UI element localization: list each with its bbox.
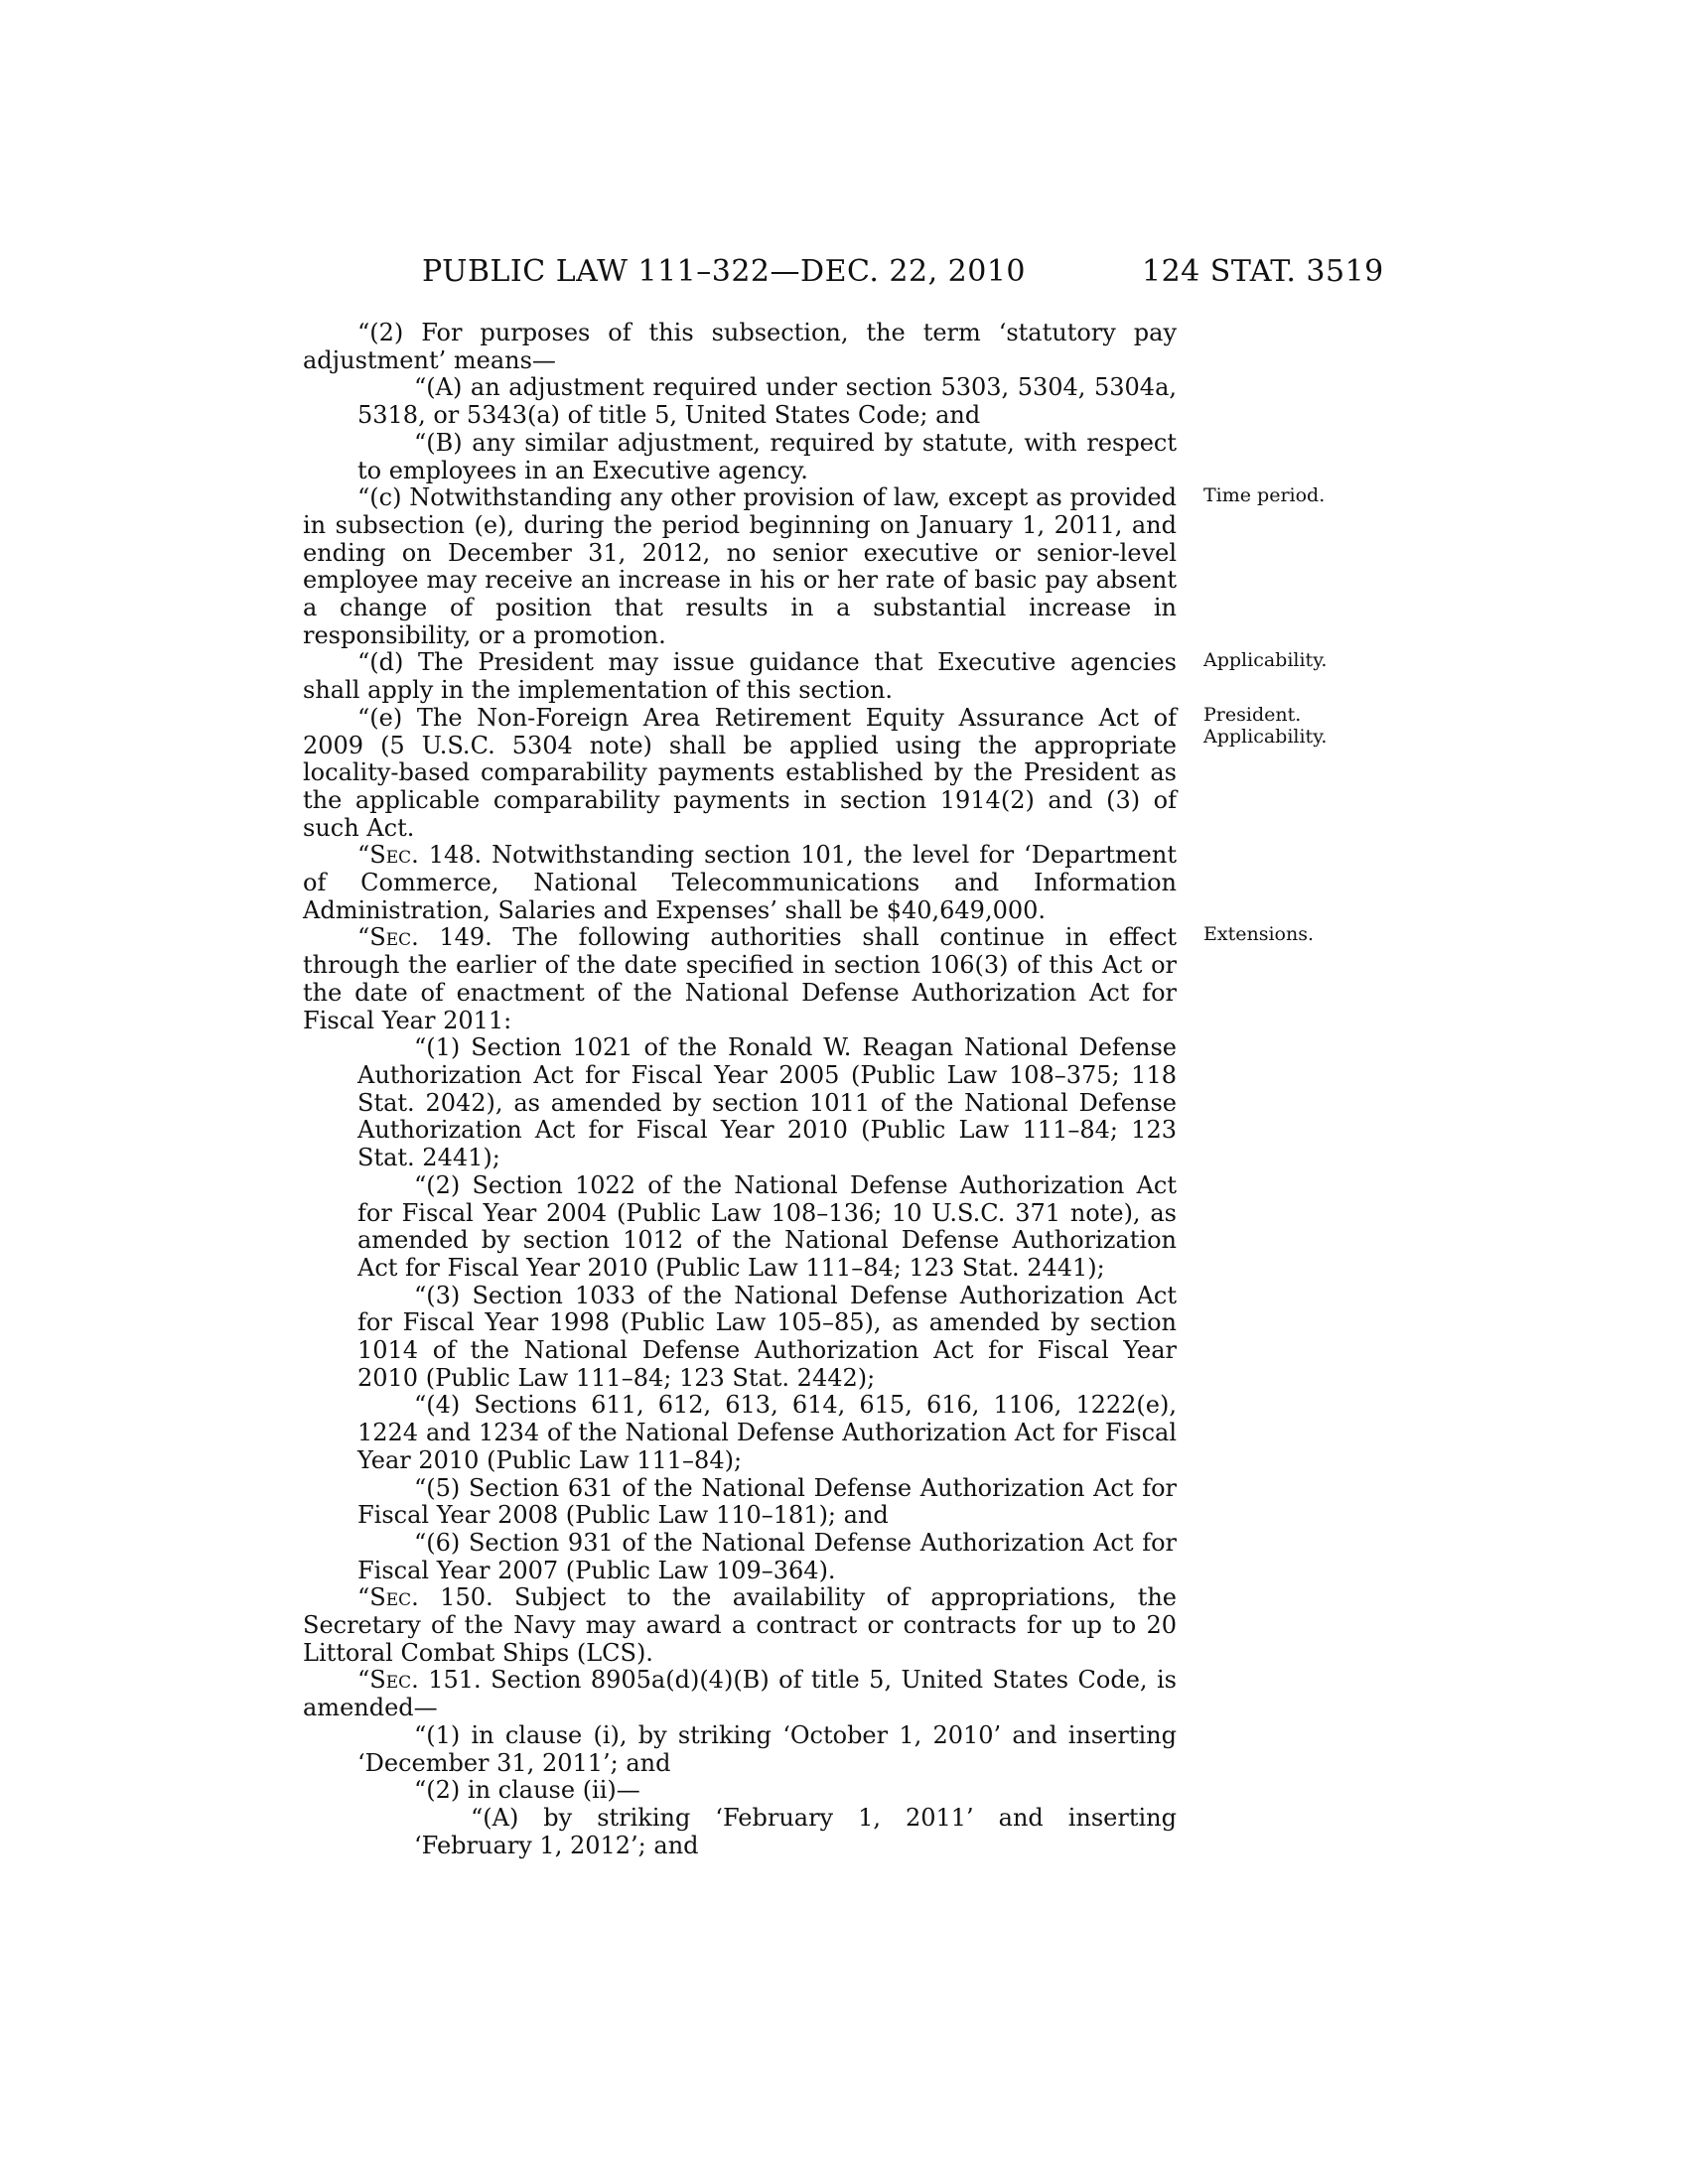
- statute-body: [303, 320, 1177, 1859]
- section-150: [303, 1584, 1177, 1667]
- section-151-text: Section 8905a(d)(4)(B) of title 5, United States Code, is amended—: [303, 1666, 1177, 1722]
- running-header-page-number: 124 STAT. 3519: [1142, 254, 1384, 289]
- section-149-label: “Sec. 149.: [357, 923, 492, 952]
- margin-note-extensions: Extensions.: [1203, 923, 1314, 945]
- section-149-item-3: “(3) Section 1033 of the National Defense Authorization Act for Fiscal Year 1998 (Public Law 105–85), as amended by section 1014 of the National Defense Authorization Act for Fiscal Year 2010 (Public Law 111–84; 123 Stat. 2442);: [357, 1281, 1177, 1392]
- section-151: [303, 1667, 1177, 1721]
- section-148: [303, 842, 1177, 924]
- subsection-c: “(c) Notwithstanding any other provision of law, except as provided in subsection (e), during the period beginning on January 1, 2011, and ending on December 31, 2012, no senior executive or senior-level employee may receive an increase in his or her rate of basic pay absent a change of position that results in a substantial increase in responsibility, or a promotion.: [303, 483, 1177, 649]
- margin-note-time-period: Time period.: [1203, 484, 1326, 506]
- running-header-title: PUBLIC LAW 111–322—DEC. 22, 2010: [422, 254, 1027, 289]
- margin-note-president-line: President.: [1203, 704, 1302, 726]
- margin-note-applicability-line: Applicability.: [1203, 726, 1328, 748]
- section-148-label: “Sec. 148.: [357, 841, 483, 870]
- section-149-text: The following authorities shall continue in effect through the earlier of the date specified in section 106(3) of this Act or the date of enactment of the National Defense Authorization Act for Fiscal Year 2011:: [303, 923, 1177, 1034]
- margin-note-applicability: Applicability.: [1203, 649, 1328, 671]
- section-150-label: “Sec. 150.: [357, 1583, 493, 1612]
- subsection-d: “(d) The President may issue guidance that Executive agencies shall apply in the implementation of this section.: [303, 648, 1177, 705]
- section-150-text: Subject to the availability of appropriations, the Secretary of the Navy may award a contract or contracts for up to 20 Littoral Combat Ships (LCS).: [303, 1583, 1177, 1667]
- paragraph-2: “(2) For purposes of this subsection, the term ‘statutory pay adjustment’ means—: [303, 319, 1177, 374]
- section-149: [303, 924, 1177, 1034]
- section-151-item-1: “(1) in clause (i), by striking ‘October 1, 2010’ and inserting ‘December 31, 2011’; and: [357, 1720, 1177, 1777]
- section-151-item-2: “(2) in clause (ii)—: [414, 1776, 640, 1805]
- margin-note-president: [1203, 704, 1372, 748]
- section-151-label: “Sec. 151.: [357, 1666, 482, 1695]
- subsection-e: “(e) The Non-Foreign Area Retirement Equity Assurance Act of 2009 (5 U.S.C. 5304 note) shall be applied using the appropriate locality-based comparability payments established by the President as the applicable comparability payments in section 1914(2) and (3) of such Act.: [303, 703, 1177, 842]
- section-148-text: Notwithstanding section 101, the level for ‘Department of Commerce, National Telecommunications and Information Administration, Salaries and Expenses’ shall be $40,649,000.: [303, 841, 1177, 924]
- section-149-item-5: “(5) Section 631 of the National Defense Authorization Act for Fiscal Year 2008 (Public Law 110–181); and: [357, 1473, 1177, 1530]
- section-149-item-1: “(1) Section 1021 of the Ronald W. Reagan National Defense Authorization Act for Fiscal Year 2005 (Public Law 108–375; 118 Stat. 2042), as amended by section 1011 of the National Defense Authorization Act for Fiscal Year 2010 (Public Law 111–84; 123 Stat. 2441);: [357, 1033, 1177, 1172]
- section-151-item-2-a: “(A) by striking ‘February 1, 2011’ and inserting ‘February 1, 2012’; and: [414, 1803, 1177, 1859]
- section-149-item-4: “(4) Sections 611, 612, 613, 614, 615, 616, 1106, 1222(e), 1224 and 1234 of the National Defense Authorization Act for Fiscal Year 2010 (Public Law 111–84);: [357, 1391, 1177, 1474]
- paragraph-2-a: “(A) an adjustment required under section 5303, 5304, 5304a, 5318, or 5343(a) of title 5, United States Code; and: [357, 373, 1177, 430]
- paragraph-2-b: “(B) any similar adjustment, required by statute, with respect to employees in an Executive agency.: [357, 428, 1177, 484]
- section-149-item-6: “(6) Section 931 of the National Defense Authorization Act for Fiscal Year 2007 (Public Law 109–364).: [357, 1528, 1177, 1584]
- section-149-item-2: “(2) Section 1022 of the National Defense Authorization Act for Fiscal Year 2004 (Public Law 108–136; 10 U.S.C. 371 note), as amended by section 1012 of the National Defense Authorization Act for Fiscal Year 2010 (Public Law 111–84; 123 Stat. 2441);: [357, 1170, 1177, 1282]
